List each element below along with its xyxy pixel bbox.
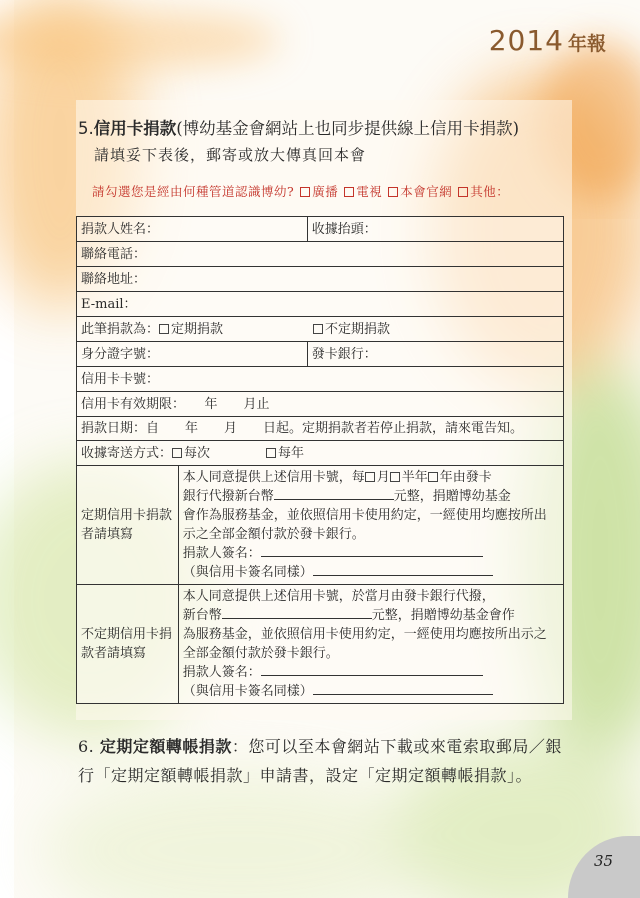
receipt-title-field[interactable] (307, 217, 563, 242)
checkbox-irregular[interactable] (313, 324, 323, 334)
id-number-label: 身分證字號： (81, 346, 160, 362)
section-6 (78, 732, 578, 790)
survey-option-tv: 電視 (356, 184, 383, 199)
receipt-method-label: 收據寄送方式： (81, 445, 173, 461)
card-number-label: 信用卡卡號： (81, 371, 160, 387)
checkbox-other[interactable] (458, 187, 468, 197)
regular-option-label: 定期捐款 (171, 321, 224, 337)
section-5-heading: 信用卡捐款 (93, 119, 177, 138)
regular-auth-text: 本人同意提供上述信用卡號，每 (182, 470, 365, 485)
donor-name-field[interactable] (77, 217, 308, 242)
irregular-signature-input[interactable] (261, 663, 483, 676)
regular-amount-suffix: 元整，捐贈博幼基金 (393, 489, 511, 504)
report-year: 2014 (488, 24, 564, 57)
issuing-bank-field[interactable] (307, 342, 563, 367)
receipt-method-row (77, 441, 564, 466)
card-expiry-field[interactable] (77, 392, 564, 417)
irregular-sign-label: 捐款人簽名： (182, 665, 261, 680)
regular-sign-note: （與信用卡簽名同樣） (182, 565, 313, 580)
checkbox-website[interactable] (388, 187, 398, 197)
yearly-label: 每年 (278, 445, 305, 461)
survey-question: 請勾選您是經由何種管道認識博幼? (92, 184, 295, 199)
donation-type-row (77, 317, 564, 342)
irregular-auth-text: 本人同意提供上述信用卡號，於當月由發卡銀行代撥， (182, 589, 495, 604)
checkbox-regular[interactable] (159, 324, 169, 334)
address-label: 聯絡地址： (81, 271, 147, 287)
donation-date-field[interactable] (77, 417, 564, 441)
card-expiry-label: 信用卡有效期限： 年 月止 (81, 396, 270, 412)
donation-type-label: 此筆捐款為： (81, 321, 160, 337)
checkbox-monthly[interactable] (365, 472, 375, 482)
section-6-number: 6. (78, 737, 95, 756)
report-label: 年報 (567, 33, 606, 55)
email-field[interactable] (77, 292, 564, 317)
regular-card-label: 定期信用卡捐款者請填寫 (77, 466, 179, 585)
section-6-body: ：您可以至本會網站下載或來電索取郵局／銀行「定期定額轉帳捐款」申請書，設定「定期定額轉帳捐款」。 (78, 737, 562, 785)
irregular-terms-text: 為服務基金，並依照信用卡使用約定，一經使用均應按所出示之全部金額付款於發卡銀行。 (182, 627, 547, 661)
section-6-text (78, 732, 578, 790)
section-6-heading: 定期定額轉帳捐款 (99, 737, 232, 756)
regular-amount-input[interactable] (274, 487, 394, 500)
page-number: 35 (594, 852, 614, 870)
irregular-amount-prefix: 新台幣 (182, 608, 222, 623)
checkbox-half-year[interactable] (390, 472, 400, 482)
each-time-label: 每次 (184, 445, 211, 461)
annual-report-header (489, 24, 606, 57)
checkbox-yearly[interactable] (266, 448, 276, 458)
section-5-number: 5. (78, 119, 94, 138)
irregular-card-authorization (178, 585, 563, 704)
checkbox-tv[interactable] (344, 187, 354, 197)
annual-label: 年由發卡 (439, 470, 492, 485)
irregular-sign-note: （與信用卡簽名同樣） (182, 684, 313, 699)
address-field[interactable] (77, 267, 564, 292)
regular-card-authorization (178, 466, 563, 585)
receipt-title-label: 收據抬頭： (311, 221, 377, 237)
card-number-field[interactable] (77, 367, 564, 392)
checkbox-annual[interactable] (428, 472, 438, 482)
regular-sign-label: 捐款人簽名： (182, 546, 261, 561)
email-label: E-mail： (81, 296, 137, 312)
phone-field[interactable] (77, 242, 564, 267)
phone-label: 聯絡電話： (81, 246, 147, 262)
regular-amount-prefix: 銀行代撥新台幣 (182, 489, 274, 504)
survey-option-website: 本會官網 (400, 184, 453, 199)
irregular-sign-note-line (313, 682, 493, 695)
regular-terms-text: 會作為服務基金，並依照信用卡使用約定，一經使用均應按所出示之全部金額付款於發卡銀行。 (182, 508, 547, 542)
section-5 (78, 116, 568, 200)
section-5-title (78, 116, 568, 142)
half-year-label: 半年 (401, 470, 428, 485)
section-5-note: (博幼基金會網站上也同步提供線上信用卡捐款) (176, 119, 520, 138)
channel-survey (92, 182, 568, 200)
irregular-option-label: 不定期捐款 (325, 321, 391, 337)
donor-name-label: 捐款人姓名： (81, 221, 160, 237)
irregular-amount-suffix: 元整，捐贈博幼基金會作 (371, 608, 515, 623)
donation-date-label: 捐款日期：自 年 月 日起。定期捐款者若停止捐款，請來電告知。 (81, 421, 524, 436)
id-number-field[interactable] (77, 342, 308, 367)
monthly-label: 月 (376, 470, 390, 485)
credit-card-donation-form (76, 216, 564, 704)
survey-option-other: 其他： (470, 184, 510, 199)
issuing-bank-label: 發卡銀行： (311, 346, 377, 362)
section-5-subtitle: 請填妥下表後，郵寄或放大傳真回本會 (94, 146, 367, 164)
survey-option-radio: 廣播 (312, 184, 339, 199)
irregular-amount-input[interactable] (222, 606, 372, 619)
irregular-card-label: 不定期信用卡捐款者請填寫 (77, 585, 179, 704)
checkbox-radio[interactable] (300, 187, 310, 197)
regular-sign-note-line (313, 563, 493, 576)
checkbox-each-time[interactable] (172, 448, 182, 458)
regular-signature-input[interactable] (261, 544, 483, 557)
